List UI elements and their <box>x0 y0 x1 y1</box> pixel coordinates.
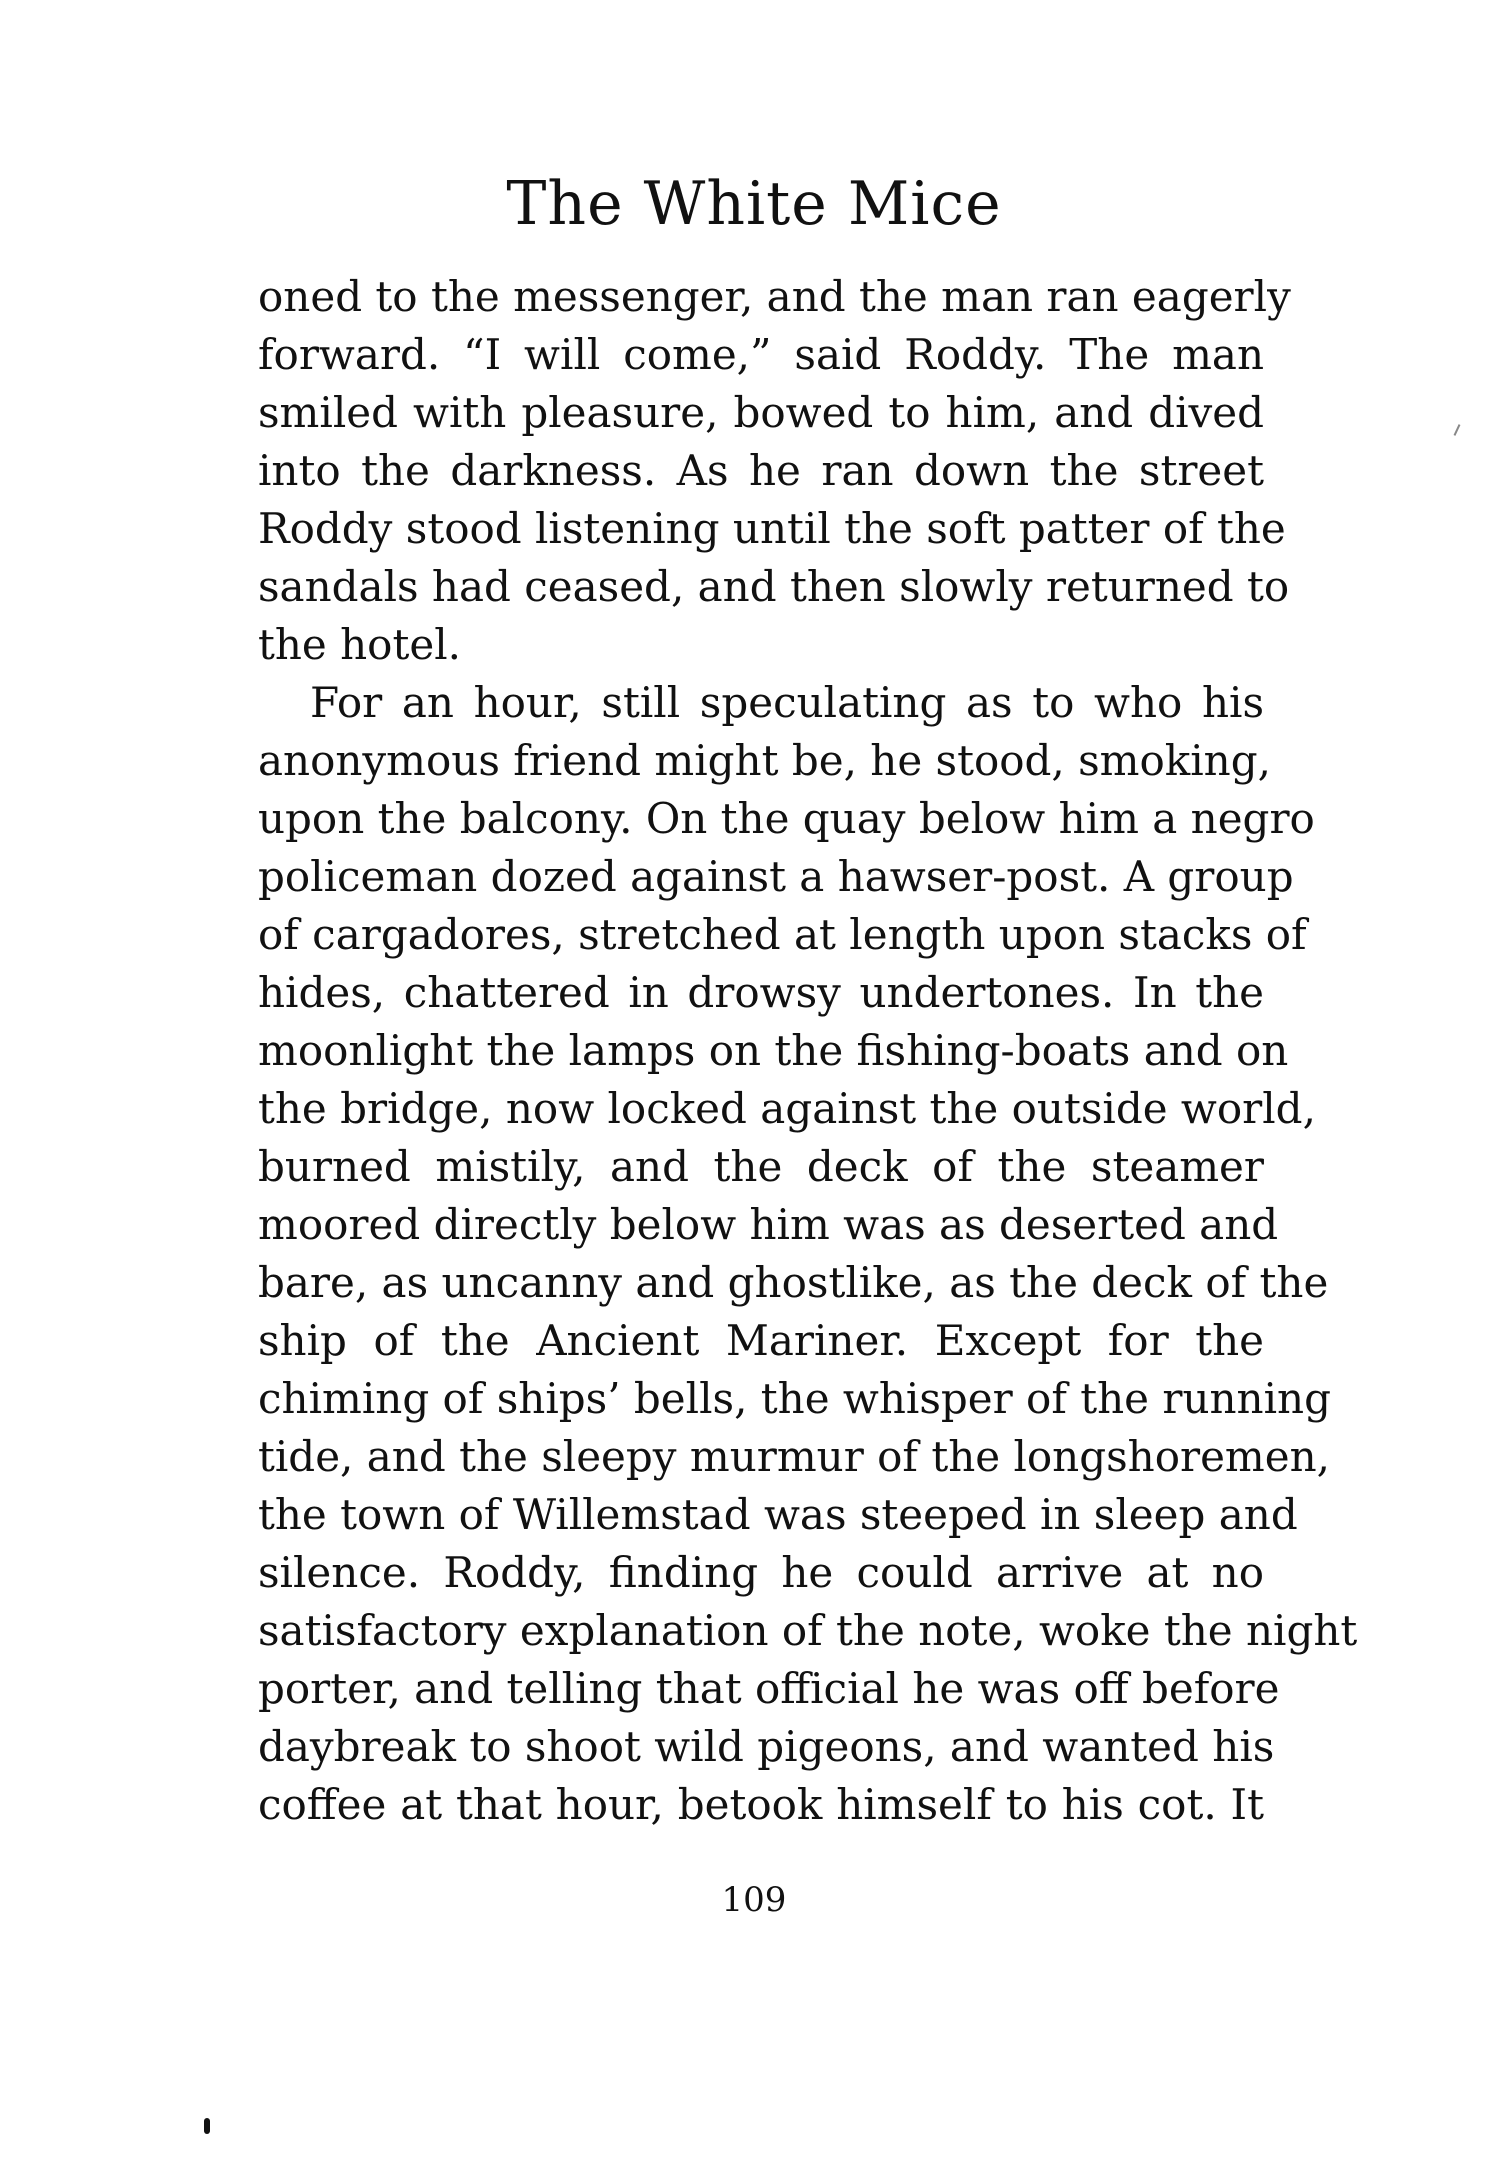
text-line: daybreak to shoot wild pigeons, and wanted his <box>258 1722 1275 1771</box>
text-line: sandals had ceased, and then slowly returned to <box>258 562 1290 611</box>
text-line: bare, as uncanny and ghostlike, as the deck of the <box>258 1258 1329 1307</box>
text-line: tide, and the sleepy murmur of the longshoremen, <box>258 1432 1331 1481</box>
paragraph-1 <box>258 268 1291 674</box>
text-line: For an hour, still speculating as to who his <box>310 678 1264 727</box>
text-line: into the darkness. As he ran down the street <box>258 446 1264 495</box>
ink-speck <box>204 2118 210 2134</box>
body-text <box>258 268 1358 1834</box>
text-line: porter, and telling that official he was off before <box>258 1664 1280 1713</box>
text-line: silence. Roddy, finding he could arrive at no <box>258 1548 1264 1597</box>
text-line: of cargadores, stretched at length upon stacks of <box>258 910 1307 959</box>
text-line: forward. “I will come,” said Roddy. The man <box>258 330 1264 379</box>
paragraph-2 <box>258 674 1358 1834</box>
text-line: oned to the messenger, and the man ran eagerly <box>258 272 1291 321</box>
margin-mark <box>1454 424 1461 436</box>
text-line: the town of Willemstad was steeped in sleep and <box>258 1490 1298 1539</box>
text-line: ship of the Ancient Mariner. Except for the <box>258 1316 1264 1365</box>
text-line: policeman dozed against a hawser-post. A group <box>258 852 1294 901</box>
page-number: 109 <box>721 1880 787 1920</box>
text-line: smiled with pleasure, bowed to him, and dived <box>258 388 1264 437</box>
text-line: satisfactory explanation of the note, woke the night <box>258 1606 1358 1655</box>
text-line: hides, chattered in drowsy undertones. In the <box>258 968 1264 1017</box>
running-title: The White Mice <box>506 169 1002 239</box>
text-line: upon the balcony. On the quay below him a negro <box>258 794 1315 843</box>
text-line: anonymous friend might be, he stood, smoking, <box>258 736 1271 785</box>
text-line: coffee at that hour, betook himself to his cot. It <box>258 1780 1264 1829</box>
text-line: Roddy stood listening until the soft patter of the <box>258 504 1286 553</box>
text-line: moored directly below him was as deserted and <box>258 1200 1279 1249</box>
text-line: moonlight the lamps on the fishing-boats and on <box>258 1026 1289 1075</box>
text-line: chiming of ships’ bells, the whisper of the running <box>258 1374 1331 1423</box>
text-line: the hotel. <box>258 620 461 669</box>
text-line: burned mistily, and the deck of the steamer <box>258 1142 1264 1191</box>
text-line: the bridge, now locked against the outside world, <box>258 1084 1316 1133</box>
